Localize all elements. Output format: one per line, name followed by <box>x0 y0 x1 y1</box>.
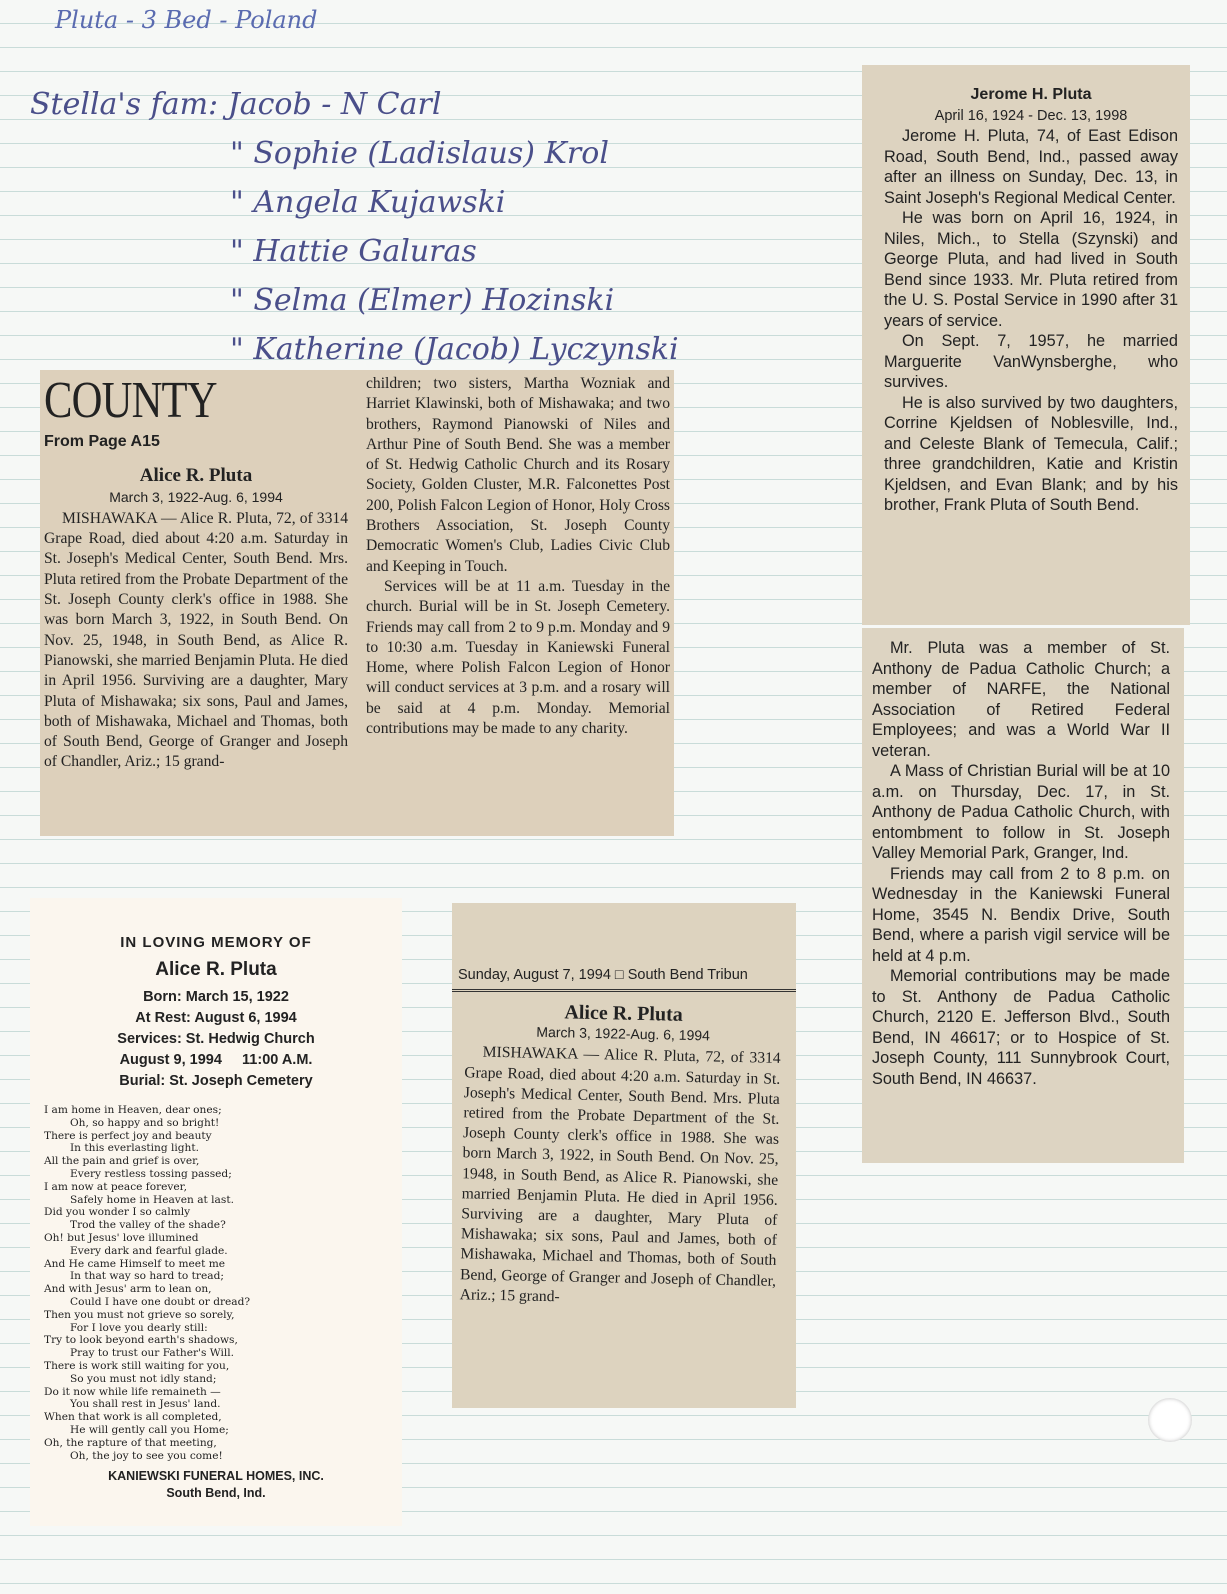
poem-line: Oh! but Jesus' love illumined <box>44 1231 199 1244</box>
family-line: " Katherine (Jacob) Lyczynski <box>230 332 679 367</box>
poem-line: Trod the valley of the shade? <box>70 1219 226 1232</box>
poem-line: Pray to trust our Father's Will. <box>70 1347 235 1360</box>
family-line: " Hattie Galuras <box>230 234 477 269</box>
born-date: Born: March 15, 1922 <box>143 989 289 1005</box>
obituary-name: Jerome H. Pluta <box>970 86 1092 103</box>
from-page-label: From Page A15 <box>44 433 160 450</box>
obituary-paragraph: He is also survived by two daughters, Corrine Kjeldsen of Noblesville, Ind., and Celeste Blank of Temecula, Calif.; three grandchildren, Katie and Kristin Kjeldsen, and Evan Blank; and by his brother, Frank Pluta of South Bend. <box>884 393 1178 514</box>
obituary-paragraph: Friends may call from 2 to 8 p.m. on Wednesday in the Kaniewski Funeral Home, 3545 N. Bendix Drive, South Bend, where a parish vigil service will be held at 4 p.m. <box>872 864 1170 965</box>
poem-line: Oh, so happy and so bright! <box>70 1116 220 1129</box>
poem-line: Do it now while life remaineth — <box>44 1385 221 1398</box>
poem-line: So you must not idly stand; <box>70 1372 217 1385</box>
tribune-obituary-body <box>452 992 796 1312</box>
poem-line: Oh, the joy to see you come! <box>70 1449 223 1462</box>
at-rest-date: At Rest: August 6, 1994 <box>135 1010 297 1026</box>
obituary-paragraph: Memorial contributions may be made to St. Anthony de Padua Catholic Church, 2120 E. Jefferson Blvd., South Bend, IN 46617; or to Hospice of St. Joseph County, 111 Sunnybrook Court, South Bend, IN 46637. <box>872 967 1170 1088</box>
poem-line: Try to look beyond earth's shadows, <box>44 1334 238 1347</box>
poem-line: Safely home in Heaven at last. <box>70 1193 234 1206</box>
section-heading: COUNTY <box>44 372 217 429</box>
funeral-home-name: KANIEWSKI FUNERAL HOMES, INC. <box>108 1469 324 1484</box>
newspaper-header: Sunday, August 7, 1994 □ South Bend Tribun <box>452 967 796 992</box>
county-obituary-clipping <box>40 370 674 836</box>
poem-line: There is work still waiting for you, <box>44 1359 230 1372</box>
jerome-obituary-clipping-top <box>862 65 1190 625</box>
card-heading: IN LOVING MEMORY OF <box>120 934 312 951</box>
obituary-paragraph: Jerome H. Pluta, 74, of East Edison Road, South Bend, Ind., passed away after an illness on Sunday, Dec. 13, in Saint Joseph's Regional Medical Center. <box>884 127 1178 207</box>
handwritten-title: Pluta - 3 Bed - Poland <box>55 6 318 34</box>
poem-line: When that work is all completed, <box>44 1411 222 1424</box>
obituary-dates: March 3, 1922-Aug. 6, 1994 <box>109 488 283 505</box>
funeral-home-city: South Bend, Ind. <box>166 1486 266 1501</box>
obituary-text: MISHAWAKA — Alice R. Pluta, 72, of 3314 Grape Road, died about 4:20 a.m. Saturday in St. Joseph's Medical Center, South Bend. Mrs. Pluta retired from the Probate Department of the St. Joseph County clerk's office in 1988. She was born March 3, 1922, in South Bend. On Nov. 25, 1948, in South Bend, as Alice R. Pianowski, she married Benjamin Pluta. He died in April 1956. Surviving are a daughter, Mary Pluta of Mishawaka; six sons, Paul and James, both of Mishawaka, Michael and Thomas, both of South Bend, George of Granger and Joseph of Chandler, Ariz.; 15 grand- <box>44 509 348 771</box>
poem-line: I am now at peace forever, <box>44 1180 187 1193</box>
tribune-obituary-clipping <box>452 903 796 1408</box>
poem-line: There is perfect joy and beauty <box>44 1129 212 1142</box>
obituary-dates: March 3, 1922-Aug. 6, 1994 <box>536 1023 711 1044</box>
poem-line: And He came Himself to meet me <box>44 1257 226 1270</box>
poem-line: In this everlasting light. <box>70 1142 199 1155</box>
poem-line: Oh, the rapture of that meeting, <box>44 1436 217 1449</box>
family-line: Stella's fam: Jacob - N Carl <box>30 87 442 122</box>
services-place: Services: St. Hedwig Church <box>117 1031 315 1047</box>
poem-line: For I love you dearly still: <box>70 1321 208 1334</box>
clipping-column-1 <box>44 374 348 773</box>
poem-line: In that way so hard to tread; <box>70 1270 224 1283</box>
burial-place: Burial: St. Joseph Cemetery <box>119 1073 313 1089</box>
obituary-dates: April 16, 1924 - Dec. 13, 1998 <box>934 107 1128 124</box>
family-line: " Angela Kujawski <box>230 185 506 220</box>
poem-line: I am home in Heaven, dear ones; <box>44 1104 222 1116</box>
service-time: August 9, 1994 11:00 A.M. <box>119 1052 313 1068</box>
poem-line: You shall rest in Jesus' land. <box>70 1398 221 1411</box>
obituary-paragraph: A Mass of Christian Burial will be at 10 a.m. on Thursday, Dec. 17, in St. Anthony de Padua Catholic Church, with entombment to follow in St. Joseph Valley Memorial Park, Granger, Ind. <box>872 762 1170 862</box>
memorial-poem <box>44 1104 388 1462</box>
poem-line: He will gently call you Home; <box>70 1423 229 1436</box>
obituary-text: children; two sisters, Martha Wozniak and Harriet Klawinski, both of Mishawaka; and two brothers, Raymond Pianowski of Niles and Arthur Pine of South Bend. She was a member of St. Hedwig Catholic Church and its Rosary Society, Golden Cluster, M.R. Falconettes Post 200, Polish Falcon Legion of Honor, Holy Cross Brothers Association, St. Joseph County Democratic Women's Club, Ladies Civic Club and Keeping in Touch. <box>366 375 670 575</box>
poem-line: Then you must not grieve so sorely, <box>44 1308 235 1321</box>
poem-line: All the pain and grief is over, <box>44 1155 200 1168</box>
obituary-paragraph: On Sept. 7, 1957, he married Marguerite VanWynsberghe, who survives. <box>884 332 1178 391</box>
poem-line: And with Jesus' arm to lean on, <box>44 1283 212 1296</box>
family-line: " Selma (Elmer) Hozinski <box>230 283 615 318</box>
family-line: " Sophie (Ladislaus) Krol <box>230 136 609 171</box>
poem-line: Every dark and fearful glade. <box>70 1244 228 1257</box>
obituary-name: Alice R. Pluta <box>564 1001 683 1026</box>
jerome-obituary-clipping-bottom <box>862 628 1184 1163</box>
obituary-name: Alice R. Pluta <box>139 465 253 487</box>
handwritten-family-list <box>30 80 679 374</box>
poem-line: Did you wonder I so calmly <box>44 1206 191 1219</box>
obituary-paragraph: He was born on April 16, 1924, in Niles, Mich., to Stella (Szynski) and George Pluta, and had lived in South Bend since 1933. Mr. Pluta retired from the U. S. Postal Service in 1990 after 31 years of service. <box>884 209 1178 330</box>
poem-line: Every restless tossing passed; <box>70 1167 232 1180</box>
binder-hole <box>1148 1398 1192 1442</box>
card-name: Alice R. Pluta <box>155 959 277 980</box>
obituary-paragraph: Mr. Pluta was a member of St. Anthony de Padua Catholic Church; a member of NARFE, the National Association of Retired Federal Employees; and was a World War II veteran. <box>872 639 1170 760</box>
obituary-text: Services will be at 11 a.m. Tuesday in the church. Burial will be in St. Joseph Cemetery. Friends may call from 2 to 9 p.m. Monday and 9 to 10:30 a.m. Tuesday in Kaniewski Funeral Home, where Polish Falcon Legion of Honor will conduct services at 3 p.m. and a rosary will be said at 4 p.m. Monday. Memorial contributions may be made to any charity. <box>366 577 670 738</box>
poem-line: Could I have one doubt or dread? <box>70 1295 251 1308</box>
obituary-text: MISHAWAKA — Alice R. Pluta, 72, of 3314 Grape Road, died about 4:20 a.m. Saturday in St. Joseph's Medical Center, South Bend. Mrs. Pluta retired from the Probate Department of the St. Joseph County clerk's office in 1988. She was born March 3, 1922, in South Bend. On Nov. 25, 1948, in South Bend, as Alice R. Pianowski, she married Benjamin Pluta. He died in April 1956. Surviving are a daughter, Mary Pluta of Mishawaka; six sons, Paul and James, both of Mishawaka, Michael and Thomas, both of South Bend, George of Granger and Joseph of Chandler, Ariz.; 15 grand- <box>459 1044 781 1306</box>
memorial-card <box>30 898 402 1526</box>
clipping-column-2 <box>366 374 670 739</box>
